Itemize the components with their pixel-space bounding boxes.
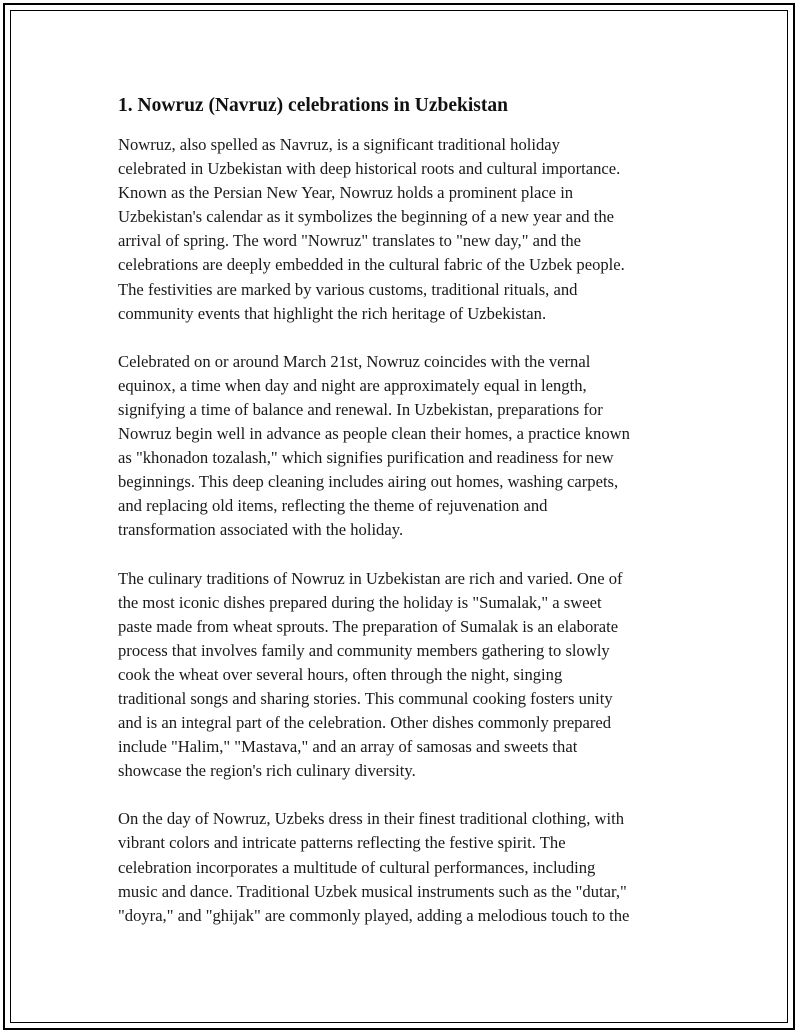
paragraph-line: celebrations are deeply embedded in the cultural fabric of the Uzbek people. [118,255,625,275]
paragraph-line: and is an integral part of the celebration. Other dishes commonly prepared [118,713,612,733]
paragraph-line: The festivities are marked by various customs, traditional rituals, and [118,279,578,299]
paragraph-line: cook the wheat over several hours, often through the night, singing [118,664,563,684]
paragraph-line: The culinary traditions of Nowruz in Uzbekistan are rich and varied. One of [118,568,623,588]
paragraph-line: showcase the region's rich culinary diversity. [118,761,416,781]
paragraph-line: celebrated in Uzbekistan with deep historical roots and cultural importance. [118,159,621,179]
paragraph-line: Uzbekistan's calendar as it symbolizes the beginning of a new year and the [118,207,615,227]
paragraph [118,350,698,543]
paragraph-line: arrival of spring. The word "Nowruz" translates to "new day," and the [118,231,582,251]
paragraph-line: and replacing old items, reflecting the theme of rejuvenation and [118,496,548,516]
paragraph-line: paste made from wheat sprouts. The preparation of Sumalak is an elaborate [118,616,619,636]
paragraph-line: transformation associated with the holiday. [118,520,404,540]
paragraph [118,807,698,927]
paragraph-line: Nowruz, also spelled as Navruz, is a significant traditional holiday [118,135,560,154]
paragraph-line: "doyra," and "ghijak" are commonly played, adding a melodious touch to the [118,905,630,925]
paragraph-line: signifying a time of balance and renewal. In Uzbekistan, preparations for [118,399,603,419]
paragraph-list [118,133,698,928]
paragraph-line: as "khonadon tozalash," which signifies purification and readiness for new [118,448,614,468]
paragraph-line: music and dance. Traditional Uzbek musical instruments such as the "dutar," [118,881,627,901]
paragraph-line: Celebrated on or around March 21st, Nowruz coincides with the vernal [118,351,591,371]
paragraph-line: traditional songs and sharing stories. This communal cooking fosters unity [118,688,613,708]
paragraph-line: Known as the Persian New Year, Nowruz holds a prominent place in [118,183,574,203]
paragraph-line: equinox, a time when day and night are approximately equal in length, [118,375,587,395]
paragraph-line: vibrant colors and intricate patterns reflecting the festive spirit. The [118,833,566,853]
paragraph [118,567,698,784]
paragraph [118,133,698,326]
paragraph-line: On the day of Nowruz, Uzbeks dress in their finest traditional clothing, with [118,809,624,829]
paragraph-line: celebration incorporates a multitude of cultural performances, including [118,857,596,877]
paragraph-line: community events that highlight the rich heritage of Uzbekistan. [118,303,547,323]
section-heading: 1. Nowruz (Navruz) celebrations in Uzbekistan [118,95,508,116]
paragraph-line: the most iconic dishes prepared during the holiday is "Sumalak," a sweet [118,592,602,612]
paragraph-line: beginnings. This deep cleaning includes airing out homes, washing carpets, [118,472,619,492]
paragraph-line: Nowruz begin well in advance as people clean their homes, a practice known [118,424,630,444]
paragraph-line: include "Halim," "Mastava," and an array of samosas and sweets that [118,737,578,757]
paragraph-line: process that involves family and community members gathering to slowly [118,640,610,660]
document-body [118,93,698,952]
